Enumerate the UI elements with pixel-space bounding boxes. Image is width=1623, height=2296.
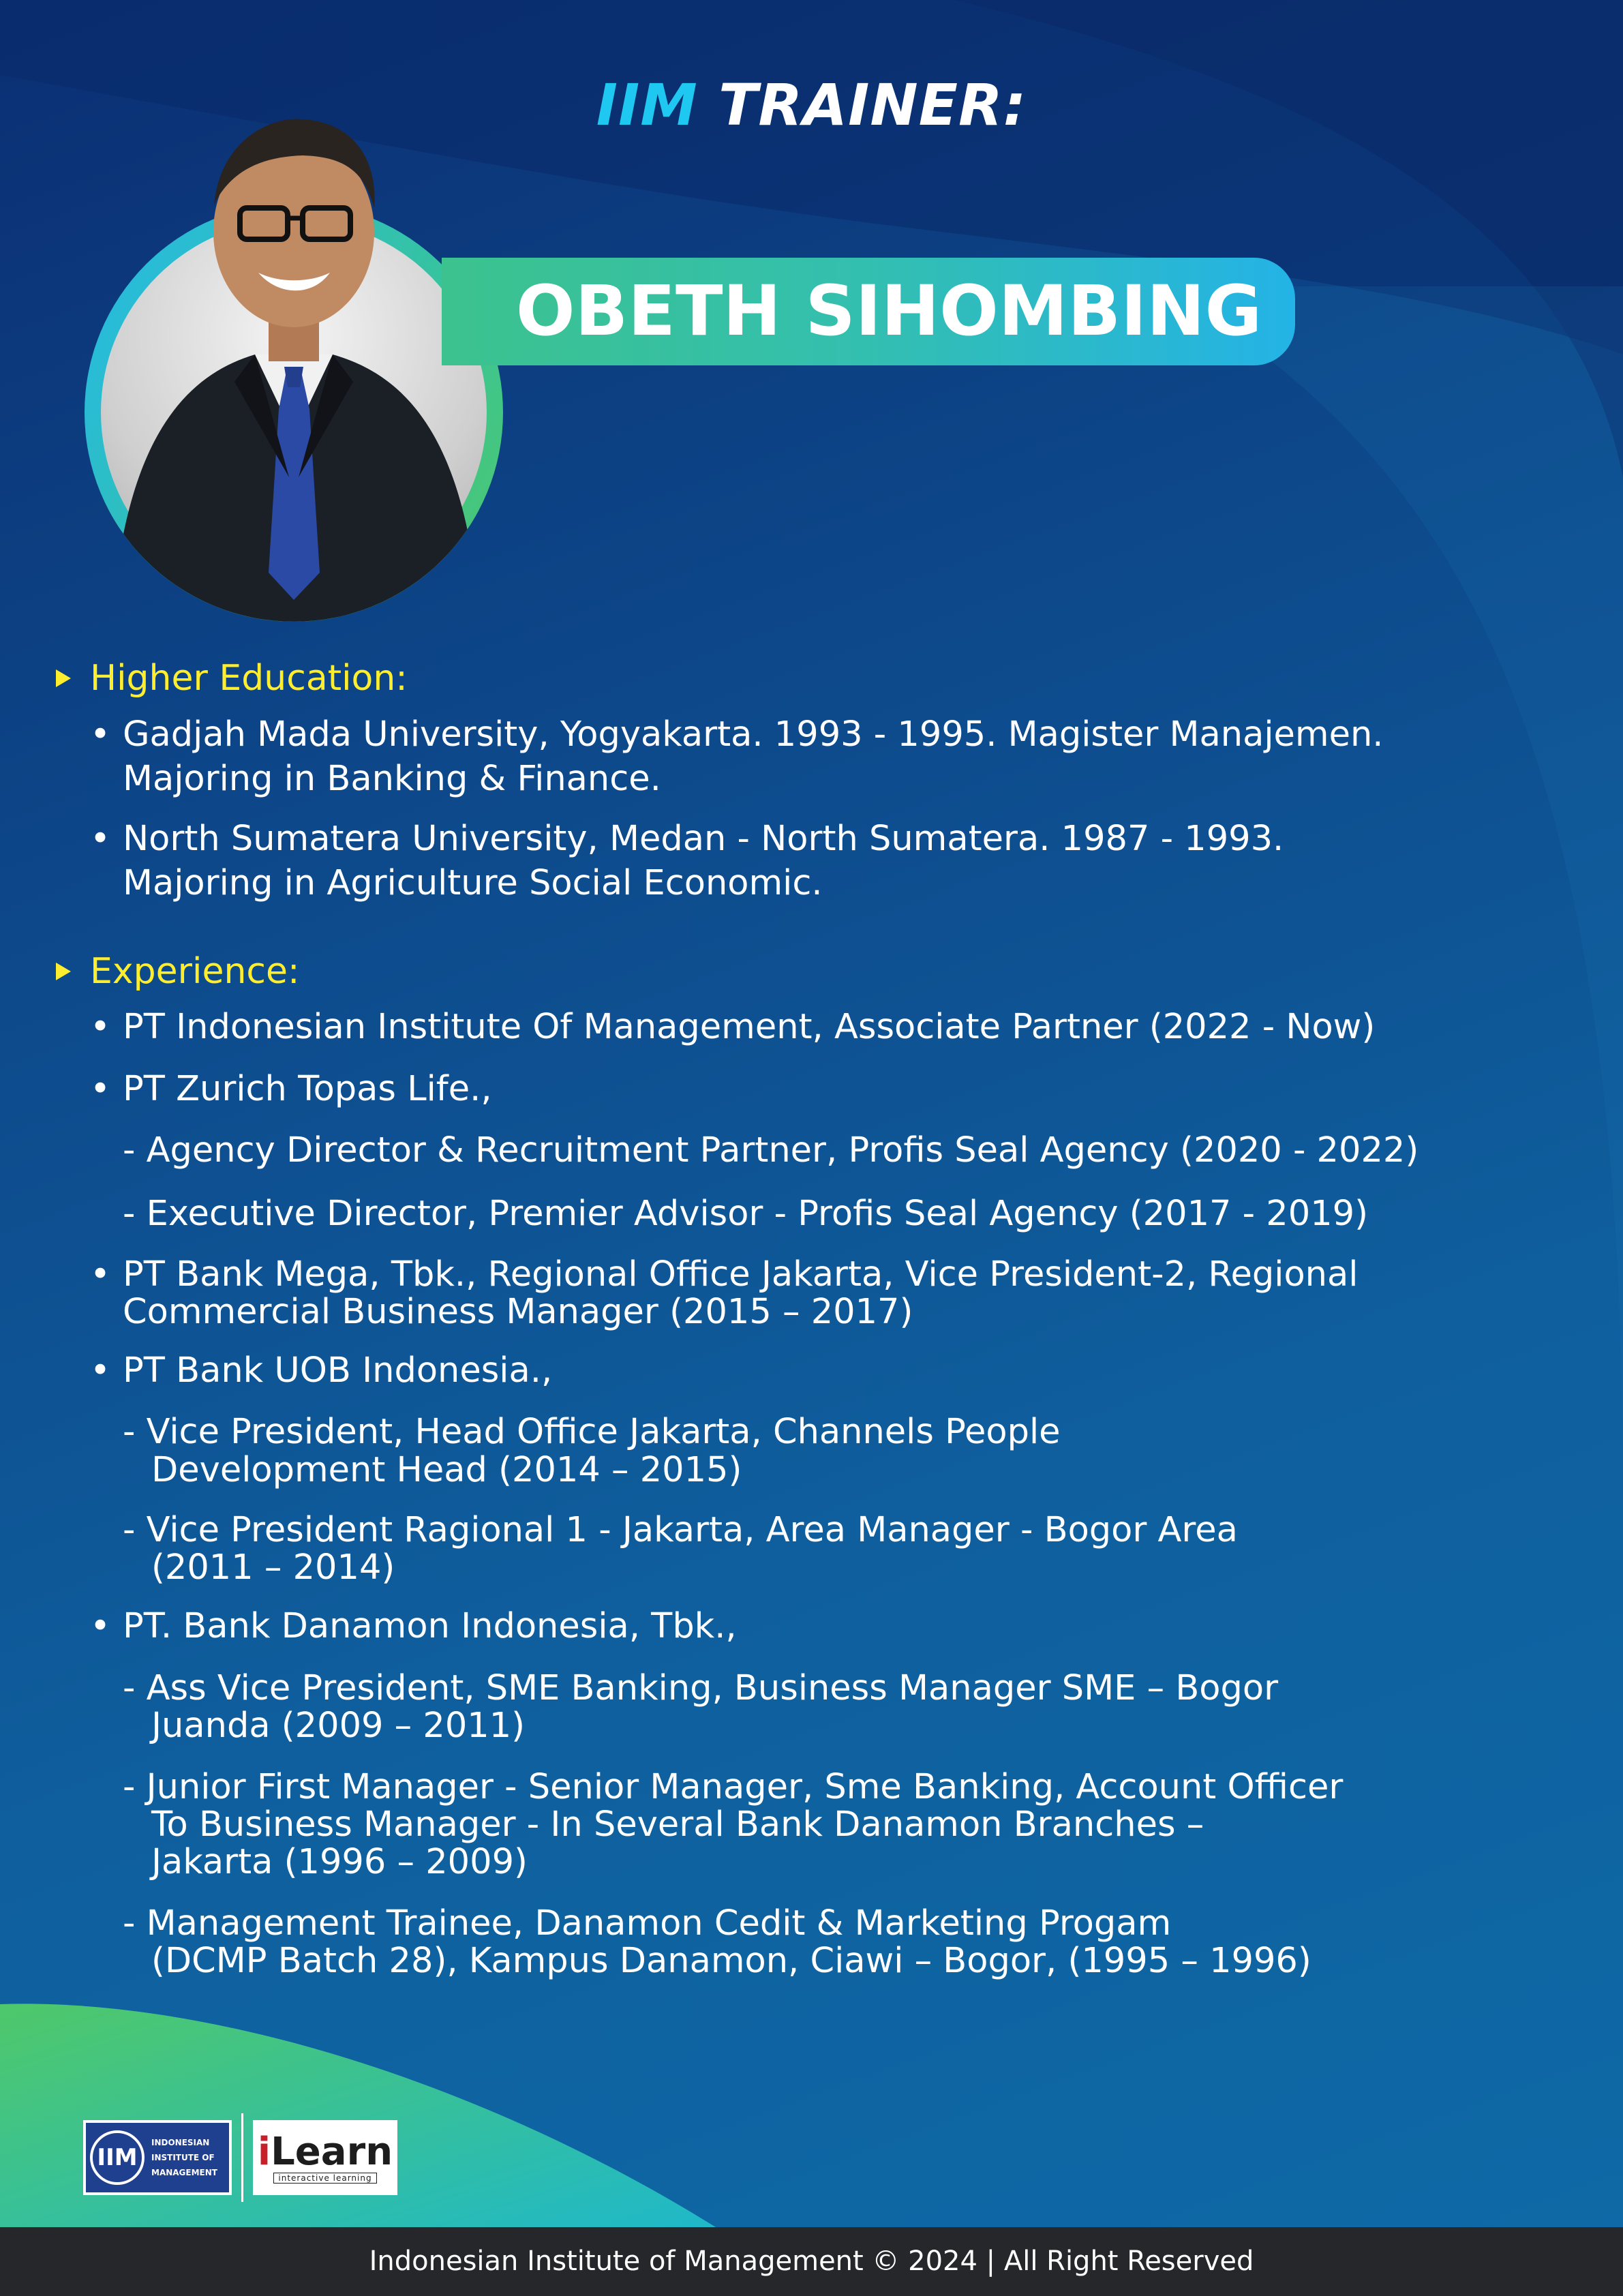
bullet-icon: • bbox=[90, 1350, 111, 1391]
experience-line: PT Indonesian Institute Of Management, Associate Partner (2022 - Now) bbox=[123, 1007, 1376, 1047]
experience-line: PT Bank Mega, Tbk., Regional Office Jakarta, Vice President-2, Regional bbox=[123, 1254, 1359, 1295]
experience-line: - Ass Vice President, SME Banking, Business Manager SME – Bogor bbox=[123, 1668, 1279, 1708]
experience-line: (DCMP Batch 28), Kampus Danamon, Ciawi – Bogor, (1995 – 1996) bbox=[151, 1941, 1311, 1981]
experience-line: - Vice President Ragional 1 - Jakarta, Area Manager - Bogor Area bbox=[123, 1510, 1238, 1550]
experience-line: - Junior First Manager - Senior Manager, Sme Banking, Account Officer bbox=[123, 1767, 1344, 1807]
bullet-icon: • bbox=[90, 1606, 111, 1646]
experience-heading-label: Experience: bbox=[90, 951, 300, 992]
bullet-icon: • bbox=[90, 819, 111, 859]
title-trainer: TRAINER: bbox=[697, 72, 1027, 138]
ilearn-prefix: i bbox=[257, 2130, 271, 2174]
iim-logo-word: MANAGEMENT bbox=[151, 2168, 217, 2177]
iim-logo-word: INSTITUTE OF bbox=[151, 2153, 215, 2162]
experience-line: Development Head (2014 – 2015) bbox=[151, 1450, 742, 1490]
brand-iim: IIM bbox=[596, 72, 698, 138]
trainer-photo bbox=[85, 55, 503, 622]
education-item-2-line-1: North Sumatera University, Medan - North Sumatera. 1987 - 1993. bbox=[123, 819, 1284, 859]
experience-line: - Management Trainee, Danamon Cedit & Marketing Progam bbox=[123, 1903, 1172, 1944]
education-heading bbox=[56, 658, 408, 699]
experience-line: PT Bank UOB Indonesia., bbox=[123, 1350, 553, 1391]
triangle-bullet-icon bbox=[56, 669, 71, 687]
experience-line: Commercial Business Manager (2015 – 2017) bbox=[123, 1292, 913, 1332]
education-heading-label: Higher Education: bbox=[90, 658, 408, 699]
bullet-icon: • bbox=[90, 1254, 111, 1295]
trainer-name: OBETH SIHOMBING bbox=[515, 271, 1262, 352]
education-item-1-line-2: Majoring in Banking & Finance. bbox=[123, 759, 661, 799]
experience-line: To Business Manager - In Several Bank Danamon Branches – bbox=[151, 1804, 1204, 1845]
experience-line: - Executive Director, Premier Advisor - Profis Seal Agency (2017 - 2019) bbox=[123, 1194, 1368, 1234]
iim-logo-mark: IIM bbox=[90, 2130, 145, 2185]
bullet-icon: • bbox=[90, 1069, 111, 1109]
iim-logo-word: INDONESIAN bbox=[151, 2138, 210, 2147]
bullet-icon: • bbox=[90, 1007, 111, 1047]
education-item-1-line-1: Gadjah Mada University, Yogyakarta. 1993 - 1995. Magister Manajemen. bbox=[123, 714, 1384, 755]
experience-line: PT. Bank Danamon Indonesia, Tbk., bbox=[123, 1606, 737, 1646]
partner-logos bbox=[83, 2113, 397, 2202]
experience-heading bbox=[56, 951, 300, 992]
bullet-icon: • bbox=[90, 714, 111, 755]
triangle-bullet-icon bbox=[56, 963, 71, 980]
ilearn-rest: Learn bbox=[271, 2130, 393, 2174]
ilearn-tagline: interactive learning bbox=[273, 2173, 376, 2184]
footer-copyright: Indonesian Institute of Management © 2024 | All Right Reserved bbox=[0, 2227, 1623, 2296]
education-item-2-line-2: Majoring in Agriculture Social Economic. bbox=[123, 863, 823, 903]
experience-line: PT Zurich Topas Life., bbox=[123, 1069, 492, 1109]
experience-line: - Vice President, Head Office Jakarta, Channels People bbox=[123, 1412, 1061, 1452]
experience-line: Jakarta (1996 – 2009) bbox=[151, 1842, 528, 1882]
ilearn-wordmark bbox=[258, 2132, 393, 2173]
experience-line: Juanda (2009 – 2011) bbox=[151, 1706, 526, 1746]
ilearn-logo bbox=[253, 2120, 397, 2195]
experience-line: (2011 – 2014) bbox=[151, 1547, 395, 1588]
experience-line: - Agency Director & Recruitment Partner, Profis Seal Agency (2020 - 2022) bbox=[123, 1130, 1419, 1170]
iim-logo bbox=[83, 2120, 232, 2195]
iim-logo-words bbox=[151, 2135, 217, 2180]
logo-divider bbox=[241, 2113, 243, 2202]
